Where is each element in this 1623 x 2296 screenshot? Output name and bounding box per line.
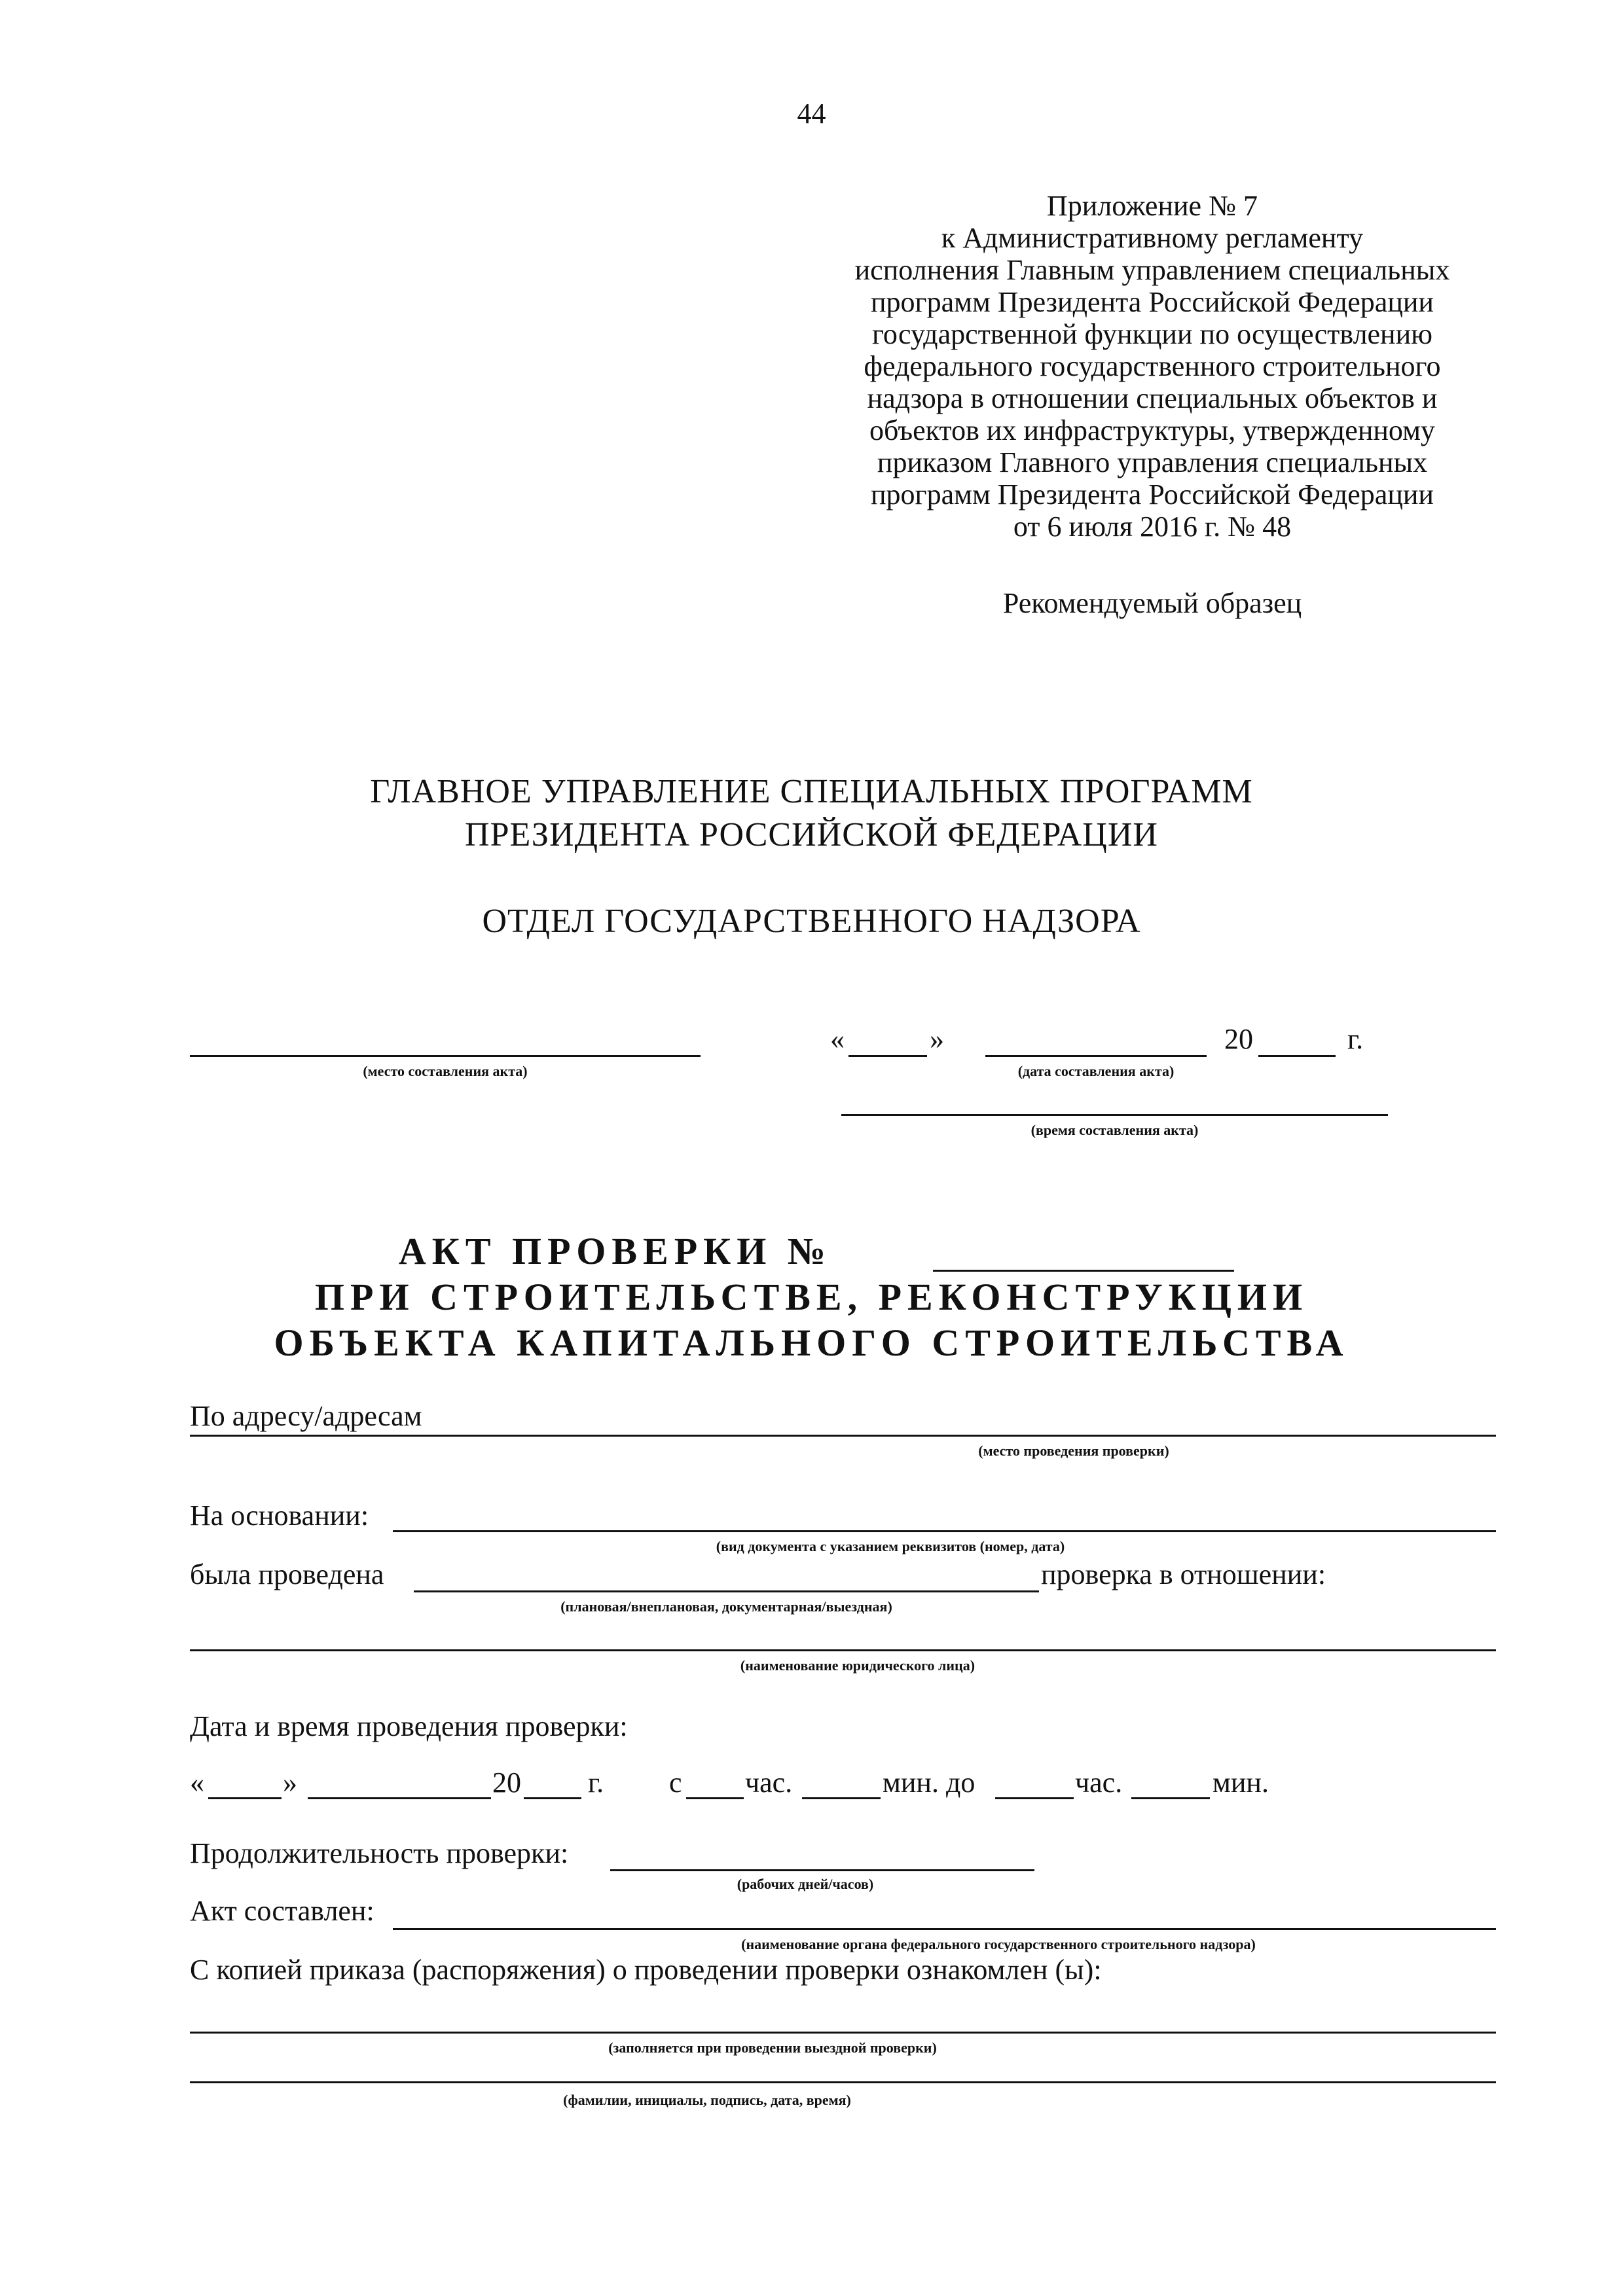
- copy-ack-caption1: (заполняется при проведении выездной проверки): [608, 2039, 937, 2056]
- conducted-suffix: проверка в отношении:: [1041, 1558, 1326, 1590]
- inspection-datetime-label: Дата и время проведения проверки:: [190, 1710, 628, 1742]
- appendix-line: государственной функции по осуществлению: [871, 318, 1433, 350]
- inspection-from-hour-field[interactable]: [686, 1797, 744, 1799]
- inspection-day-field[interactable]: [208, 1797, 282, 1799]
- date-year-prefix: 20: [1224, 1023, 1253, 1055]
- compiled-field-line[interactable]: [393, 1928, 1496, 1930]
- conducted-caption: (плановая/внеплановая, документарная/выездная): [560, 1598, 892, 1615]
- appendix-line: приказом Главного управления специальных: [877, 446, 1428, 478]
- appendix-block: [812, 190, 1493, 543]
- duration-caption: (рабочих дней/часов): [737, 1876, 874, 1892]
- address-caption: (место проведения проверки): [978, 1443, 1169, 1459]
- inspection-to-hour-field[interactable]: [995, 1797, 1074, 1799]
- compiled-label: Акт составлен:: [190, 1895, 374, 1927]
- duration-field-line[interactable]: [610, 1869, 1034, 1871]
- legal-entity-field-line[interactable]: [190, 1649, 1496, 1651]
- inspection-month-field[interactable]: [308, 1797, 491, 1799]
- date-caption: (дата составления акта): [1017, 1063, 1175, 1079]
- act-number-field[interactable]: [933, 1270, 1234, 1272]
- inspection-min-to-label: мин. до: [883, 1767, 976, 1799]
- inspection-year-field[interactable]: [524, 1797, 581, 1799]
- appendix-line: от 6 июля 2016 г. № 48: [1013, 511, 1292, 543]
- place-field-line[interactable]: [190, 1055, 701, 1057]
- duration-label: Продолжительность проверки:: [190, 1837, 569, 1869]
- basis-label: На основании:: [190, 1499, 369, 1532]
- organization-name-line2: ПРЕЗИДЕНТА РОССИЙСКОЙ ФЕДЕРАЦИИ: [465, 816, 1158, 853]
- appendix-line: исполнения Главным управлением специальных: [854, 254, 1450, 286]
- copy-ack-field-line2[interactable]: [190, 2081, 1496, 2083]
- date-month-field[interactable]: [985, 1055, 1207, 1057]
- appendix-line: к Административному регламенту: [941, 222, 1364, 254]
- page-number: 44: [797, 98, 826, 130]
- inspection-from-min-field[interactable]: [802, 1797, 881, 1799]
- organization-name-line1: ГЛАВНОЕ УПРАВЛЕНИЕ СПЕЦИАЛЬНЫХ ПРОГРАММ: [370, 773, 1253, 810]
- legal-entity-caption: (наименование юридического лица): [740, 1657, 976, 1674]
- place-caption: (место составления акта): [363, 1063, 528, 1079]
- inspection-hours-label2: час.: [1075, 1767, 1123, 1799]
- act-title-line1: АКТ ПРОВЕРКИ №: [398, 1230, 832, 1272]
- inspection-quote-close: »: [283, 1767, 297, 1799]
- inspection-from-label: с: [669, 1767, 682, 1799]
- inspection-quote-open: «: [190, 1767, 204, 1799]
- act-title-line3: ОБЪЕКТА КАПИТАЛЬНОГО СТРОИТЕЛЬСТВА: [274, 1321, 1349, 1364]
- appendix-line: объектов их инфраструктуры, утвержденному: [869, 414, 1435, 446]
- date-quote-open: «: [830, 1023, 845, 1055]
- basis-caption: (вид документа с указанием реквизитов (номер, дата): [716, 1538, 1065, 1554]
- time-field-line[interactable]: [841, 1114, 1388, 1116]
- appendix-line: надзора в отношении специальных объектов и: [867, 382, 1438, 414]
- recommended-sample-label: Рекомендуемый образец: [1002, 587, 1302, 619]
- time-caption: (время составления акта): [1030, 1122, 1199, 1138]
- appendix-line: программ Президента Российской Федерации: [871, 286, 1434, 318]
- inspection-year-prefix: 20: [492, 1767, 521, 1799]
- inspection-to-min-field[interactable]: [1131, 1797, 1210, 1799]
- appendix-line: Приложение № 7: [1046, 190, 1258, 222]
- date-year-field[interactable]: [1258, 1055, 1336, 1057]
- department-name: ОТДЕЛ ГОСУДАРСТВЕННОГО НАДЗОРА: [482, 903, 1141, 940]
- inspection-min-label: мин.: [1213, 1767, 1269, 1799]
- date-quote-close: »: [930, 1023, 944, 1055]
- appendix-line: программ Президента Российской Федерации: [871, 478, 1434, 511]
- copy-ack-caption2: (фамилии, инициалы, подпись, дата, время): [563, 2092, 851, 2108]
- address-label: По адресу/адресам: [190, 1400, 422, 1432]
- conducted-type-field[interactable]: [414, 1590, 1039, 1592]
- appendix-line: федерального государственного строительного: [864, 350, 1441, 382]
- compiled-caption: (наименование органа федерального государственного строительного надзора): [741, 1936, 1256, 1952]
- inspection-year-suffix: г.: [588, 1767, 604, 1799]
- conducted-label: была проведена: [190, 1558, 384, 1590]
- date-day-field[interactable]: [848, 1055, 927, 1057]
- act-title-line2: ПРИ СТРОИТЕЛЬСТВЕ, РЕКОНСТРУКЦИИ: [314, 1276, 1309, 1318]
- basis-field-line[interactable]: [393, 1530, 1496, 1532]
- inspection-hours-label1: час.: [745, 1767, 793, 1799]
- copy-ack-label: С копией приказа (распоряжения) о проведении проверки ознакомлен (ы):: [190, 1954, 1102, 1986]
- date-year-suffix: г.: [1347, 1023, 1364, 1055]
- copy-ack-field-line1[interactable]: [190, 2032, 1496, 2034]
- address-field-line[interactable]: [190, 1435, 1496, 1437]
